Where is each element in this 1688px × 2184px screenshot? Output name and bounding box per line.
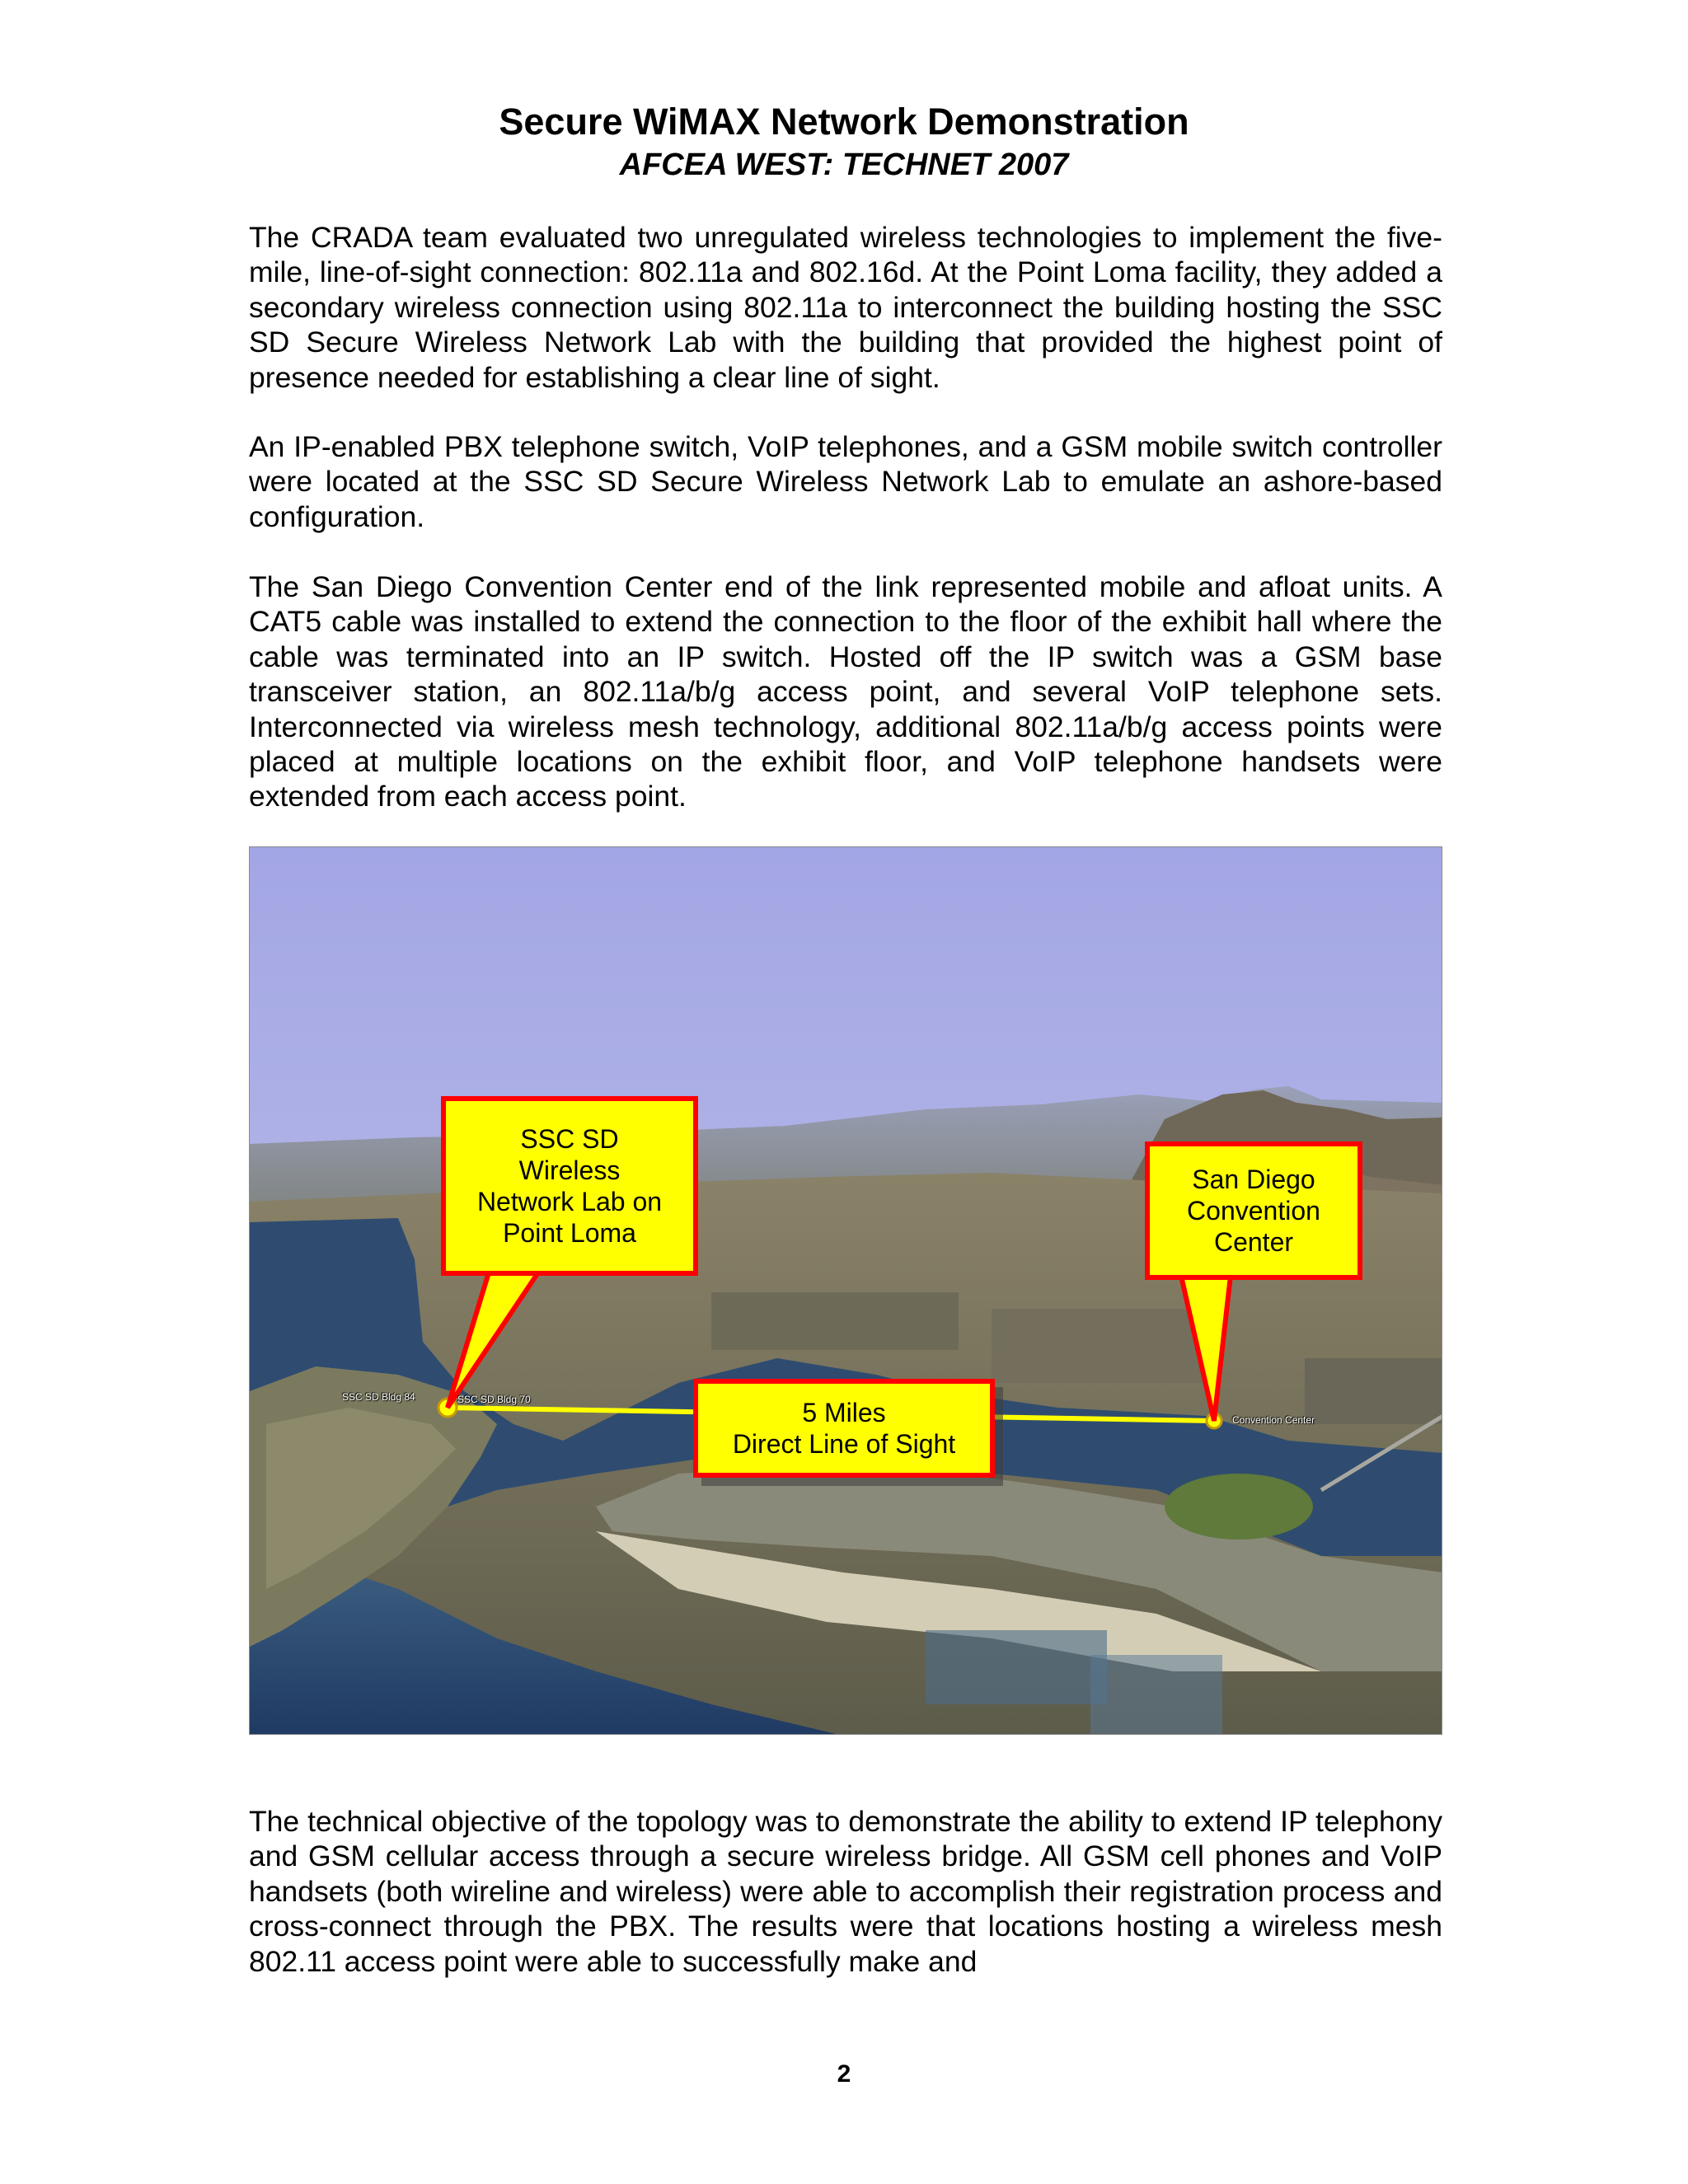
aerial-photo — [250, 847, 1442, 1735]
callout-distance-text: 5 Miles Direct Line of Sight — [732, 1398, 956, 1459]
aerial-map-figure — [249, 846, 1442, 1735]
callout-lab-text: SSC SD Wireless Network Lab on Point Loma — [476, 1124, 663, 1248]
callout-ssc-sd-lab — [441, 1096, 698, 1276]
paragraph-crada-evaluation: The CRADA team evaluated two unregulated wireless technologies to implement the five-mile, line-of-sight connection: 802.11a and 802.16d. At the Point Loma facility, they added a secondary wireless connection using 802.11a to interconnect the building hosting the SSC SD Secure Wireless Network Lab with the building that provided the highest point of presence needed for establishing a clear line of sight. — [249, 221, 1442, 394]
paragraph-pbx-setup: An IP-enabled PBX telephone switch, VoIP telephones, and a GSM mobile switch controller were located at the SSC SD Secure Wireless Network Lab to emulate an ashore-based configuration. — [249, 430, 1442, 533]
callout-line-of-sight — [693, 1379, 995, 1478]
paragraph-convention-center: The San Diego Convention Center end of the link represented mobile and afloat units. A CAT5 cable was installed to extend the connection to the floor of the exhibit hall where the cable was terminated into an IP switch. Hosted off the IP switch was a GSM base transceiver station, an 802.11a/b/g access point, and several VoIP telephone sets. Interconnected via wireless mesh technology, additional 802.11a/b/g access points were placed at multiple locations on the exhibit floor, and VoIP telephone handsets were extended from each access point. — [249, 570, 1442, 813]
document-title: Secure WiMAX Network Demonstration — [499, 101, 1189, 143]
document-subtitle: AFCEA WEST: TECHNET 2007 — [619, 148, 1069, 182]
pin-label-bldg70: SSC SD Bldg 70 — [457, 1394, 531, 1405]
paragraph-technical-objective: The technical objective of the topology was to demonstrate the ability to extend IP telephony and GSM cellular access through a secure wireless bridge. All GSM cell phones and VoIP handsets (both wireline and wireless) were able to accomplish their registration process and cross-connect through the PBX. The results were that locations hosting a wireless mesh 802.11 access point were able to successfully make and — [249, 1805, 1442, 1978]
page-number: 2 — [837, 2060, 851, 2088]
pin-label-bldg84: SSC SD Bldg 84 — [342, 1391, 415, 1403]
callout-convention-center — [1145, 1141, 1362, 1280]
pin-label-convention-center: Convention Center — [1232, 1414, 1315, 1426]
callout-convention-text: San Diego Convention Center — [1187, 1165, 1320, 1257]
